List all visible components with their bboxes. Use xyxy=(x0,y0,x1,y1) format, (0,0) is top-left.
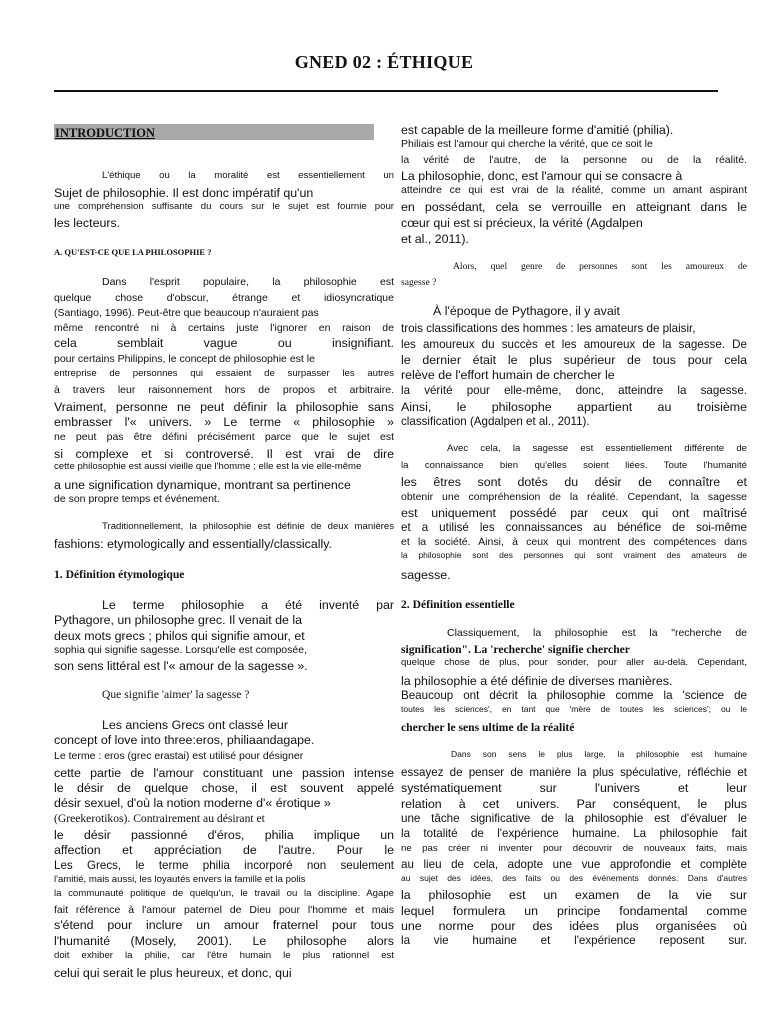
text-line: le dernier était le plus supérieur de tous pour cela xyxy=(401,353,747,367)
text-line: a une signification dynamique, montrant sa pertinence xyxy=(54,478,351,492)
text-line: quelque chose de plus, pour sonder, pour aller au-delà. Cependant, xyxy=(401,657,747,668)
text-line: doit exhiber la philie, car l'être humain le plus rationnel est xyxy=(54,950,394,961)
text-line: Beaucoup ont décrit la philosophie comme la 'science de xyxy=(401,689,747,702)
text-line: pour certains Philippins, le concept de philosophie est le xyxy=(54,353,315,365)
text-line: s'étend pour inclure un amour fraternel pour tous xyxy=(54,918,394,932)
document-title: GNED 02 : ÉTHIQUE xyxy=(294,52,474,72)
text-line: désir sexuel, d'où la notion moderne d'« érotique » xyxy=(54,796,331,810)
text-line: toutes les sciences', en tant que 'mère de toutes les sciences'; ou le xyxy=(401,705,747,714)
text-line: la connaissance bien qu'elles soient liées. Toute l'humanité xyxy=(401,460,747,471)
text-line: au lieu de cela, adopte une vue approfondie et complète xyxy=(401,858,747,871)
text-line: relation à cet univers. Par conséquent, le plus xyxy=(401,797,747,811)
text-line: une tâche significative de la philosophie est d'évaluer le xyxy=(401,812,747,825)
text-line: la vérité pour elle-même, donc, atteindre la sagesse. xyxy=(401,384,747,397)
text-line: Ainsi, le philosophe appartient au troisième xyxy=(401,400,747,414)
introduction-heading: INTRODUCTION xyxy=(55,126,156,140)
text-line: obtenir une compréhension de la réalité. Cependant, la sagesse xyxy=(401,491,747,503)
text-line: relève de l'effort humain de chercher le xyxy=(401,368,615,382)
text-line: fait référence à l'amour paternel de Dieu pour l'homme et mais xyxy=(54,904,394,916)
section-heading: 2. Définition essentielle xyxy=(401,598,515,611)
title-divider xyxy=(54,90,718,92)
text-line: le désir passionné d'éros, philia implique un xyxy=(54,828,394,842)
text-line: et la société. Ainsi, à ceux qui montrent des compétences dans xyxy=(401,536,747,548)
text-line: deux mots grecs ; philos qui signifie amour, et xyxy=(54,629,305,643)
text-line: Dans son sens le plus large, la philosophie est humaine xyxy=(451,750,747,759)
section-heading: A. QU'EST-CE QUE LA PHILOSOPHIE ? xyxy=(54,248,212,257)
text-line: À l'époque de Pythagore, il y avait xyxy=(433,304,620,318)
text-line: cette partie de l'amour constituant une passion intense xyxy=(54,766,394,780)
text-line: Philiais est l'amour qui cherche la vérité, que ce soit le xyxy=(401,138,653,150)
text-line: entreprise de personnes qui essaient de surpasser les autres xyxy=(54,368,394,379)
text-line: Traditionnellement, la philosophie est définie de deux manières xyxy=(102,521,394,532)
text-line: celui qui serait le plus heureux, et donc, qui xyxy=(54,966,292,980)
text-line: Alors, quel genre de personnes sont les amoureux de xyxy=(453,261,747,272)
text-line: Les Grecs, le terme philia incorporé non seulement xyxy=(54,859,394,872)
text-line: fashions: etymologically and essentially/classically. xyxy=(54,537,332,551)
text-line: ne peut pas être défini précisément parce que le sujet est xyxy=(54,431,394,443)
text-line: la totalité de l'expérience humaine. La philosophie fait xyxy=(401,827,747,840)
text-line: sagesse. xyxy=(401,568,451,582)
section-heading: 1. Définition étymologique xyxy=(54,568,185,581)
text-line: embrasser l'« univers. » Le terme « philosophie » xyxy=(54,415,394,429)
text-line: l'humanité (Mosely, 2001). Le philosophe alors xyxy=(54,934,394,948)
text-line: Que signifie 'aimer' la sagesse ? xyxy=(102,688,250,701)
text-line: au sujet des idées, des faits ou des événements donnés. Dans d'autres xyxy=(401,874,747,883)
text-line: une norme pour des idées plus organisées où xyxy=(401,919,747,933)
text-line: (Santiago, 1996). Peut-être que beaucoup n'auraient pas xyxy=(54,307,319,319)
text-line: ne pas créer ni inventer pour découvrir de nouveaux faits, mais xyxy=(401,843,747,854)
text-line: atteindre ce qui est vrai de la réalité, comme un amant aspirant xyxy=(401,184,747,196)
text-line: à travers leur raisonnement hors de propos et arbitraire. xyxy=(54,384,394,396)
text-line: Vraiment, personne ne peut définir la philosophie sans xyxy=(54,400,394,414)
text-line: Le terme : eros (grec erastai) est utilisé pour désigner xyxy=(54,750,304,762)
text-line: sagesse ? xyxy=(401,277,437,288)
text-line: concept of love into three:eros, philiaandagape. xyxy=(54,733,315,747)
text-line: Classiquement, la philosophie est la "recherche de xyxy=(447,627,747,639)
section-heading: signification". La 'recherche' signifie chercher xyxy=(401,643,630,656)
text-line: L'éthique ou la moralité est essentiellement un xyxy=(102,170,394,181)
text-line: la vérité de l'autre, de la personne ou de la réalité. xyxy=(401,154,747,166)
text-line: les amoureux du succès et les amoureux de la sagesse. De xyxy=(401,338,747,351)
text-line: trois classifications des hommes : les amateurs de plaisir, xyxy=(401,322,696,335)
text-line: le désir de quelque chose, il est souvent appelé xyxy=(54,781,394,795)
text-line: la philosophie sont des personnes qui sont vraiment des amateurs de xyxy=(401,551,747,560)
text-line: Avec cela, la sagesse est essentiellement différente de xyxy=(447,443,747,454)
text-line: est uniquement possédé par ceux qui ont maîtrisé xyxy=(401,506,747,520)
text-line: quelque chose d'obscur, étrange et idiosyncratique xyxy=(54,292,394,304)
text-line: cela semblait vague ou insignifiant. xyxy=(54,336,394,350)
text-line: la communauté politique de quelqu'un, le travail ou la discipline. Agape xyxy=(54,888,394,899)
text-line: si complexe et si controversé. Il est vrai de dire xyxy=(54,447,394,461)
text-line: la philosophie a été définie de diverses manières. xyxy=(401,674,673,688)
text-line: la vie humaine et l'expérience reposent sur. xyxy=(401,934,747,947)
text-line: Les anciens Grecs ont classé leur xyxy=(102,718,288,732)
text-line: de son propre temps et événement. xyxy=(54,493,220,505)
text-line: cette philosophie est aussi vieille que l'homme ; elle est la vie elle-même xyxy=(54,461,362,472)
text-line: Dans l'esprit populaire, la philosophie est xyxy=(102,276,394,288)
text-line: et a utilisé les connaissances au bénéfice de soi-même xyxy=(401,521,747,534)
text-line: (Greekerotikos). Contrairement au désirant et xyxy=(54,812,265,825)
text-line: systématiquement sur l'univers et leur xyxy=(401,781,747,795)
text-line: en possédant, cela se verrouille en atteignant dans le xyxy=(401,200,747,214)
text-line: est capable de la meilleure forme d'amitié (philia). xyxy=(401,123,674,137)
text-line: La philosophie, donc, est l'amour qui se consacre à xyxy=(401,169,683,183)
introduction-heading-bar xyxy=(54,124,374,140)
text-line: Sujet de philosophie. Il est donc impératif qu'un xyxy=(54,186,314,200)
text-line: les êtres sont dotés du désir de connaître et xyxy=(401,475,747,489)
text-line: la philosophie est un examen de la vie sur xyxy=(401,888,747,902)
text-line: son sens littéral est l'« amour de la sagesse ». xyxy=(54,659,308,673)
text-line: affection et appréciation de l'autre. Pour le xyxy=(54,843,394,857)
text-line: Le terme philosophie a été inventé par xyxy=(102,598,394,612)
text-line: cœur qui est si précieux, la vérité (Agdalpen xyxy=(401,216,643,230)
text-line: une compréhension suffisante du cours sur le sujet est fournie pour xyxy=(54,201,394,212)
text-line: essayez de penser de manière la plus spéculative, réfléchie et xyxy=(401,766,747,779)
text-line: sophia qui signifie sagesse. Lorsqu'elle est composée, xyxy=(54,644,307,656)
text-line: et al., 2011). xyxy=(401,232,469,246)
text-line: lequel formulera un principe fondamental comme xyxy=(401,904,747,918)
text-line: Pythagore, un philosophe grec. Il venait de la xyxy=(54,613,302,627)
text-line: même rencontré ni à certains juste l'ignorer en raison de xyxy=(54,322,394,334)
section-heading: chercher le sens ultime de la réalité xyxy=(401,721,575,734)
text-line: classification (Agdalpen et al., 2011). xyxy=(401,415,590,428)
text-line: l'amitié, mais aussi, les loyautés envers la famille et la polis xyxy=(54,874,306,885)
text-line: les lecteurs. xyxy=(54,216,121,230)
